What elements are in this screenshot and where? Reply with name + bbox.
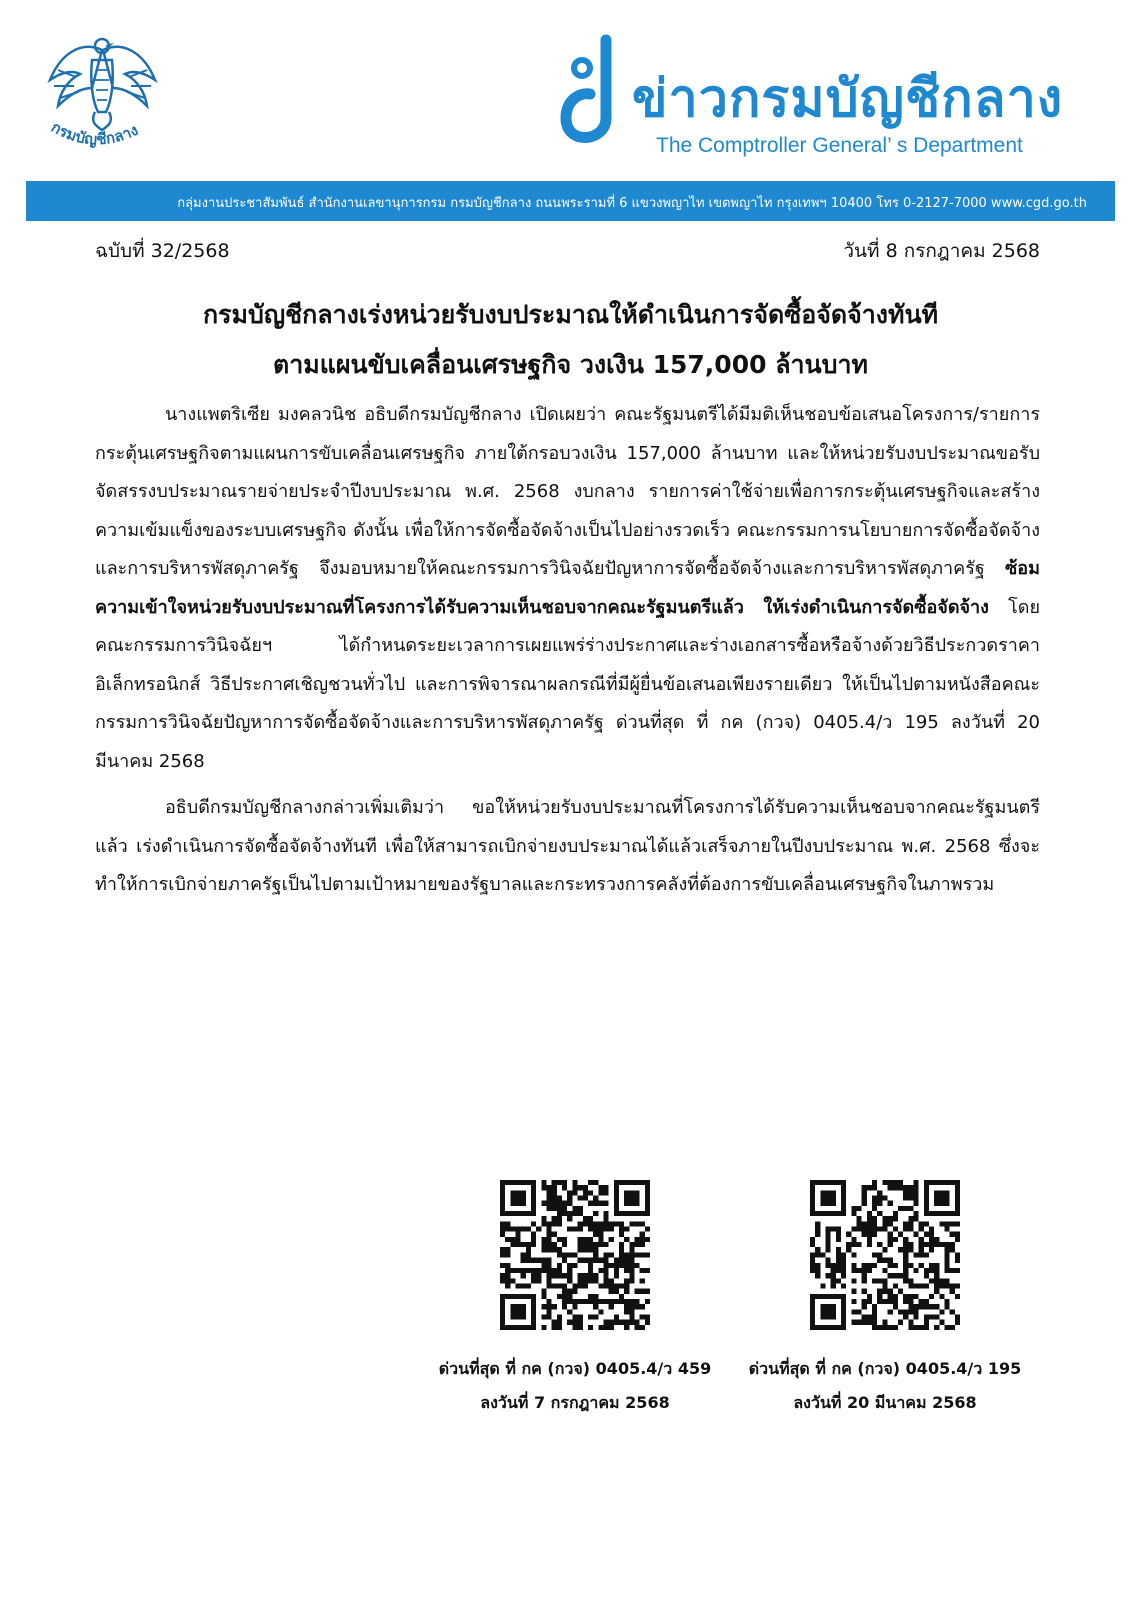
qr-2-reference: ด่วนที่สุด ที่ กค (กวจ) 0405.4/ว 195 <box>748 1359 1022 1378</box>
qr-code-icon[interactable] <box>810 1180 960 1330</box>
brand-banner <box>560 34 1100 164</box>
garuda-emblem-logo <box>40 30 165 150</box>
svg-text:กรมบัญชีกลาง: กรมบัญชีกลาง <box>48 117 141 149</box>
paragraph-2: อธิบดีกรมบัญชีกลางกล่าวเพิ่มเติมว่า ขอให้หน่วยรับงบประมาณที่โครงการได้รับความเห็นชอบจากคณะรัฐมนตรีแล้ว เร่งดำเนินการจัดซื้อจัดจ้างทันที เพื่อให้สามารถเบิกจ่ายงบประมาณได้แล้วเสร็จภายในปีงบประมาณ พ.ศ. 2568 ซึ่งจะทำให้การเบิกจ่ายภาครัฐเป็นไปตามเป้าหมายของรัฐบาลและกระทรวงการคลังที่ต้องการขับเคลื่อนเศรษฐกิจในภาพรวม <box>95 797 1040 895</box>
brand-title: ข่าวกรมบัญชีกลาง <box>632 69 1064 129</box>
qr-1-date: ลงวันที่ 7 กรกฎาคม 2568 <box>480 1393 670 1412</box>
contact-bar <box>26 181 1115 221</box>
qr-2-date: ลงวันที่ 20 มีนาคม 2568 <box>793 1393 977 1412</box>
brand-hook-icon <box>560 34 640 164</box>
letterhead <box>0 0 1141 180</box>
meta-row <box>95 236 1040 266</box>
headline-line-1: กรมบัญชีกลางเร่งหน่วยรับงบประมาณให้ดำเนินการจัดซื้อจัดจ้างทันที <box>202 300 939 329</box>
paragraph-1-text-a: นางแพตริเซีย มงคลวนิช อธิบดีกรมบัญชีกลาง เปิดเผยว่า คณะรัฐมนตรีได้มีมติเห็นชอบข้อเสนอโครงการ/รายการกระตุ้นเศรษฐกิจตามแผนการขับเคลื่อนเศรษฐกิจ ภายใต้กรอบวงเงิน 157,000 ล้านบาท และให้หน่วยรับงบประมาณขอรับจัดสรรงบประมาณรายจ่ายประจำปีงบประมาณ พ.ศ. 2568 งบกลาง รายการค่าใช้จ่ายเพื่อการกระตุ้นเศรษฐกิจและสร้างความเข้มแข็งของระบบเศรษฐกิจ ดังนั้น เพื่อให้การจัดซื้อจัดจ้างเป็นไปอย่างรวดเร็ว คณะกรรมการนโยบายการจัดซื้อจัดจ้างและการบริหารพัสดุภาครัฐ จึงมอบหมายให้คณะกรรมการวินิจฉัยปัญหาการจัดซื้อจัดจ้างและการบริหารพัสดุภาครัฐ <box>95 404 1040 579</box>
article-body <box>95 396 1040 913</box>
brand-subtitle: The Comptroller General’ s Department <box>656 134 1023 157</box>
paragraph-1-bold: ซ้อมความเข้าใจหน่วยรับงบประมาณที่โครงการได้รับความเห็นชอบจากคณะรัฐมนตรีแล้ว ให้เร่งดำเนินการจัดซื้อจัดจ้าง <box>95 558 1040 618</box>
headline <box>60 290 1081 390</box>
garuda-emblem-icon <box>40 30 165 150</box>
headline-line-2: ตามแผนขับเคลื่อนเศรษฐกิจ วงเงิน 157,000 ล้านบาท <box>272 350 869 379</box>
contact-text: กลุ่มงานประชาสัมพันธ์ สำนักงานเลขานุการกรม กรมบัญชีกลาง ถนนพระรามที่ 6 แขวงพญาไท เขตพญาไท กรุงเทพฯ 10400 โทร 0-2127-7000 www.cgd.go.th <box>177 196 1087 211</box>
qr-block-1 <box>430 1180 720 1420</box>
qr-block-2 <box>740 1180 1030 1420</box>
issue-date: วันที่ 8 กรกฎาคม 2568 <box>843 240 1040 262</box>
qr-1-reference: ด่วนที่สุด ที่ กค (กวจ) 0405.4/ว 459 <box>438 1359 712 1378</box>
qr-code-icon[interactable] <box>500 1180 650 1330</box>
issue-number: ฉบับที่ 32/2568 <box>95 240 230 262</box>
paragraph-1 <box>95 396 1040 781</box>
paragraph-1-text-b: โดยคณะกรรมการวินิจฉัยฯ ได้กำหนดระยะเวลาการเผยแพร่ร่างประกาศและร่างเอกสารซื้อหรือจ้างด้วยวิธีประกวดราคาอิเล็กทรอนิกส์ วิธีประกาศเชิญชวนทั่วไป และการพิจารณาผลกรณีที่มีผู้ยื่นข้อเสนอเพียงรายเดียว ให้เป็นไปตามหนังสือคณะกรรมการวินิจฉัยปัญหาการจัดซื้อจัดจ้างและการบริหารพัสดุภาครัฐ ด่วนที่สุด ที่ กค (กวจ) 0405.4/ว 195 ลงวันที่ 20 มีนาคม 2568 <box>95 596 1040 772</box>
